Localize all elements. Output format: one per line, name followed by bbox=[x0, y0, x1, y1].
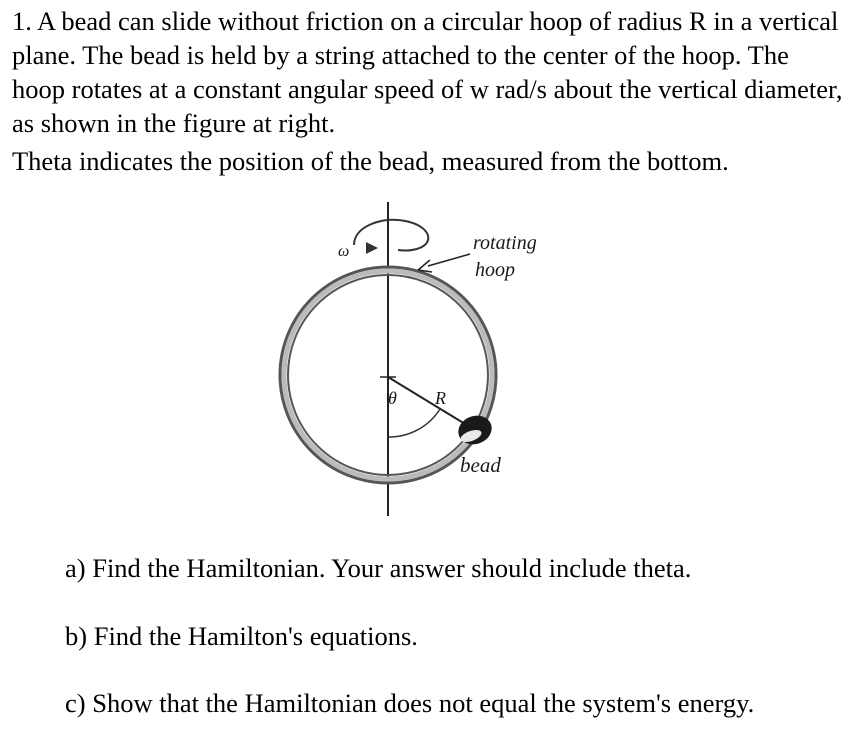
rotation-arrowhead-icon bbox=[366, 242, 378, 254]
theta-arc bbox=[388, 409, 440, 437]
rotation-arrow-icon bbox=[354, 220, 428, 251]
question-b: b) Find the Hamilton's equations. bbox=[65, 621, 418, 651]
question-c: c) Show that the Hamiltonian does not equal the system's energy. bbox=[65, 688, 755, 718]
hoop-pointer-line bbox=[428, 254, 470, 266]
theta-label: θ bbox=[388, 388, 397, 408]
problem-statement: 1. A bead can slide without friction on a circular hoop of radius R in a vertical plane. The bead is held by a string attached to the center of the hoop. The hoop rotates at a constant angular speed of w rad/s about the vertical diameter, as shown in the figure at right. bbox=[12, 6, 843, 138]
rotating-label: rotating bbox=[473, 232, 537, 254]
hoop-label: hoop bbox=[475, 259, 515, 281]
question-a: a) Find the Hamiltonian. Your answer should include theta. bbox=[65, 553, 692, 583]
rotating-hoop-figure bbox=[270, 190, 590, 530]
theta-note: Theta indicates the position of the bead, measured from the bottom. bbox=[12, 146, 729, 176]
string-radius bbox=[388, 377, 470, 427]
radius-label: R bbox=[435, 388, 446, 408]
hoop-diagram bbox=[270, 190, 590, 530]
bead-label: bead bbox=[460, 453, 501, 477]
omega-label: ω bbox=[338, 243, 350, 260]
